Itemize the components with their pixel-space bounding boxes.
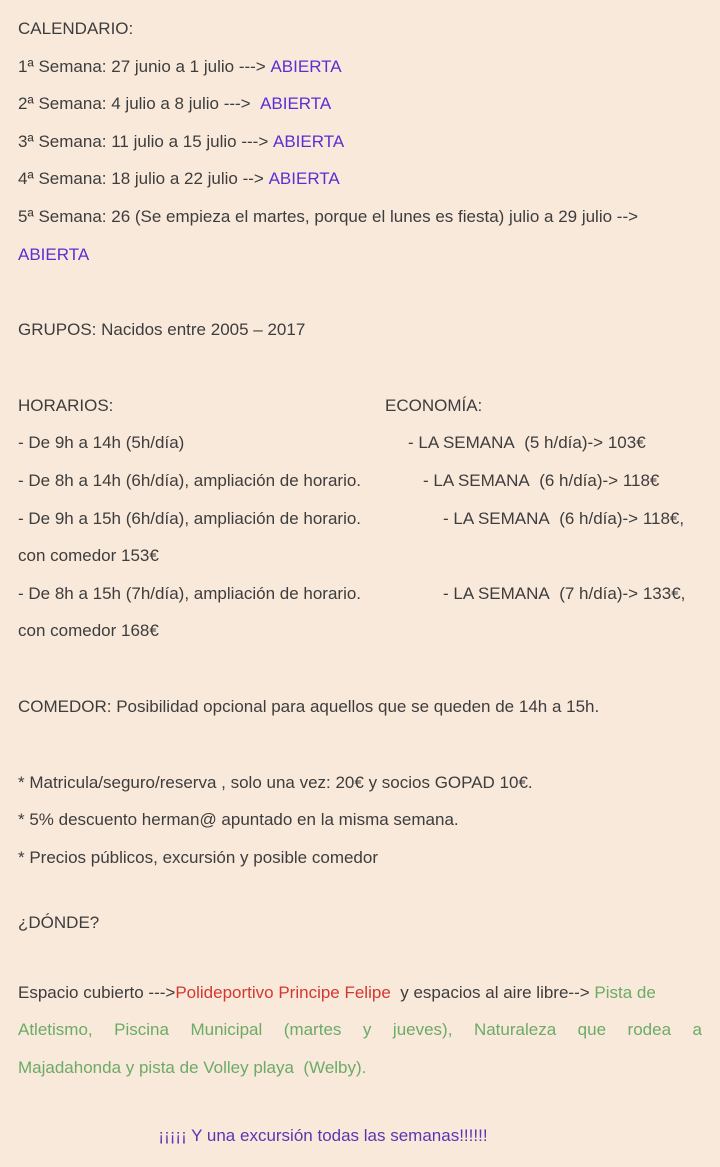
schedule-row-2 bbox=[18, 462, 702, 500]
schedule-row-1 bbox=[18, 424, 702, 462]
schedule-row-4-right: - LA SEMANA (7 h/día)-> 133€, bbox=[443, 583, 686, 603]
schedule-row-1-left: - De 9h a 14h (5h/día) bbox=[18, 433, 185, 453]
calendar-week-5 bbox=[18, 198, 702, 236]
week-3-label: 3ª Semana: 11 julio a 15 julio ---> bbox=[18, 131, 273, 151]
note-matricula: * Matricula/seguro/reserva , solo una vez: 20€ y socios GOPAD 10€. bbox=[18, 772, 533, 792]
schedule-row-1-right: - LA SEMANA (5 h/día)-> 103€ bbox=[408, 433, 646, 453]
calendar-title: CALENDARIO: bbox=[18, 19, 134, 38]
week-2-label: 2ª Semana: 4 julio a 8 julio ---> bbox=[18, 94, 261, 114]
week-1-label: 1ª Semana: 27 junio a 1 julio ---> bbox=[18, 56, 271, 76]
where-line-1 bbox=[18, 974, 702, 1012]
excursion-line: ¡¡¡¡¡ Y una excursión todas las semanas!!!!!! bbox=[158, 1125, 488, 1145]
schedule-row-4 bbox=[18, 575, 702, 613]
calendar-week-3 bbox=[18, 123, 702, 161]
polideportivo-text: Polideportivo Principe Felipe bbox=[175, 982, 391, 1002]
economia-title: ECONOMÍA: bbox=[385, 395, 483, 415]
horarios-title: HORARIOS: bbox=[18, 395, 114, 415]
where-title: ¿DÓNDE? bbox=[18, 913, 100, 933]
schedule-header bbox=[18, 387, 702, 425]
week-3-status-abierta: ABIERTA bbox=[272, 131, 345, 151]
week-5-label: 5ª Semana: 26 (Se empieza el martes, porque el lunes es fiesta) julio a 29 julio --> bbox=[18, 206, 639, 226]
calendar-week-1 bbox=[18, 48, 702, 86]
schedule-row-2-left: - De 8h a 14h (6h/día), ampliación de horario. bbox=[18, 470, 362, 490]
comedor-line: COMEDOR: Posibilidad opcional para aquellos que se queden de 14h a 15h. bbox=[18, 696, 600, 716]
schedule-row-3-left: - De 9h a 15h (6h/día), ampliación de horario. bbox=[18, 508, 362, 528]
calendar-week-2 bbox=[18, 85, 702, 123]
schedule-row-3-right: - LA SEMANA (6 h/día)-> 118€, bbox=[443, 508, 685, 528]
calendar-week-5-status bbox=[18, 236, 702, 274]
schedule-row-2-right: - LA SEMANA (6 h/día)-> 118€ bbox=[423, 470, 660, 490]
week-2-status-abierta: ABIERTA bbox=[260, 94, 332, 114]
note-descuento: * 5% descuento herman@ apuntado en la misma semana. bbox=[18, 810, 459, 830]
schedule-row-4-left: - De 8h a 15h (7h/día), ampliación de horario. bbox=[18, 583, 362, 603]
calendar-week-4 bbox=[18, 160, 702, 198]
week-4-label: 4ª Semana: 18 julio a 22 julio --> bbox=[18, 169, 269, 189]
where-line-1-prefix: Espacio cubierto ---> bbox=[18, 982, 176, 1002]
where-line-1-mid: y espacios al aire libre--> bbox=[390, 982, 595, 1002]
note-precios: * Precios públicos, excursión y posible comedor bbox=[18, 847, 379, 867]
schedule-row-3 bbox=[18, 500, 702, 538]
week-4-status-abierta: ABIERTA bbox=[268, 169, 340, 189]
week-1-status-abierta: ABIERTA bbox=[270, 56, 342, 76]
where-line-3: Majadahonda y pista de Volley playa (Welby). bbox=[18, 1058, 367, 1078]
groups-line: GRUPOS: Nacidos entre 2005 – 2017 bbox=[18, 320, 306, 340]
week-5-status-abierta: ABIERTA bbox=[18, 244, 90, 264]
schedule-row-3-continuation: con comedor 153€ bbox=[18, 546, 159, 566]
where-line-1-green: Pista de bbox=[594, 982, 656, 1002]
where-line-2: Atletismo, Piscina Municipal (martes y jueves), Naturaleza que rodea a bbox=[18, 1020, 702, 1040]
schedule-row-4-continuation: con comedor 168€ bbox=[18, 621, 159, 641]
